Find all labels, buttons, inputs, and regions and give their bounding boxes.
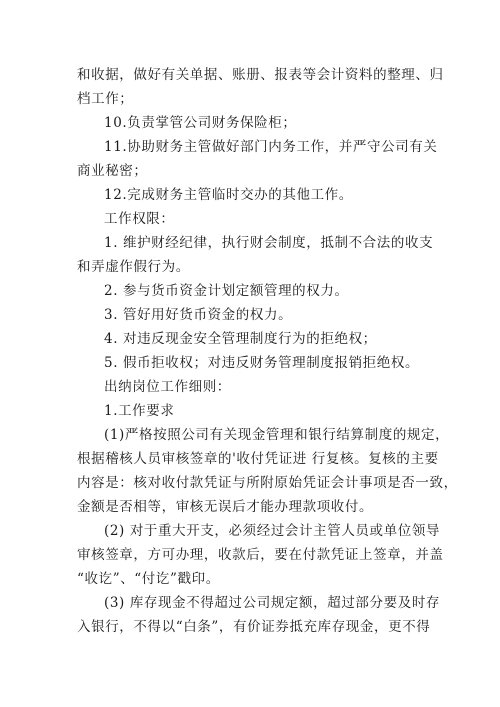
text-line: 12.完成财务主管临时交办的其他工作。 (104, 187, 353, 203)
text-line: 11.协助财务主管做好部门内务工作，并严守公司有关 (104, 139, 438, 155)
text-line: (2) 对于重大开支，必须经过会计主管人员或单位领导 (104, 523, 441, 539)
text-line: 入银行，不得以“白条”，有价证券抵充库存现金，更不得 (77, 619, 431, 635)
text-line: 内容是：核对收付款凭证与所附原始凭证会计事项是否一致， (77, 475, 458, 491)
text-line: 档工作； (77, 91, 134, 107)
text-line: 10.负责掌管公司财务保险柜； (104, 115, 297, 131)
text-line: 1. 维护财经纪律，执行财会制度，抵制不合法的收支 (104, 235, 434, 251)
text-line: 审核签章，方可办理，收款后，要在付款凭证上签章，并盖 (77, 547, 444, 563)
text-line: 金额是否相等，审核无误后才能办理款项收付。 (77, 499, 374, 515)
text-line: 4. 对违反现金安全管理制度行为的拒绝权； (104, 331, 377, 347)
text-line: 商业秘密； (77, 163, 148, 179)
text-line: 5. 假币拒收权；对违反财务管理制度报销拒绝权。 (104, 355, 420, 371)
text-line: (1)严格按照公司有关现金管理和银行结算制度的规定， (104, 427, 450, 443)
section-heading: 工作权限： (104, 211, 175, 227)
section-heading: 出纳岗位工作细则： (104, 379, 231, 395)
text-line: 和收据，做好有关单据、账册、报表等会计资料的整理、归 (77, 67, 444, 83)
text-line: “收讫”、“付讫”戳印。 (77, 571, 220, 587)
text-line: 和弄虚作假行为。 (77, 259, 190, 275)
text-line: 3. 管好用好货币资金的权力。 (104, 307, 293, 323)
subsection-heading: 1.工作要求 (104, 403, 175, 419)
text-line: (3) 库存现金不得超过公司规定额，超过部分要及时存 (104, 595, 441, 611)
text-line: 2. 参与货币资金计划定额管理的权力。 (104, 283, 349, 299)
text-line: 根据稽核人员审核签章的'收付凭证进 行复核。复核的主要 (77, 451, 439, 467)
